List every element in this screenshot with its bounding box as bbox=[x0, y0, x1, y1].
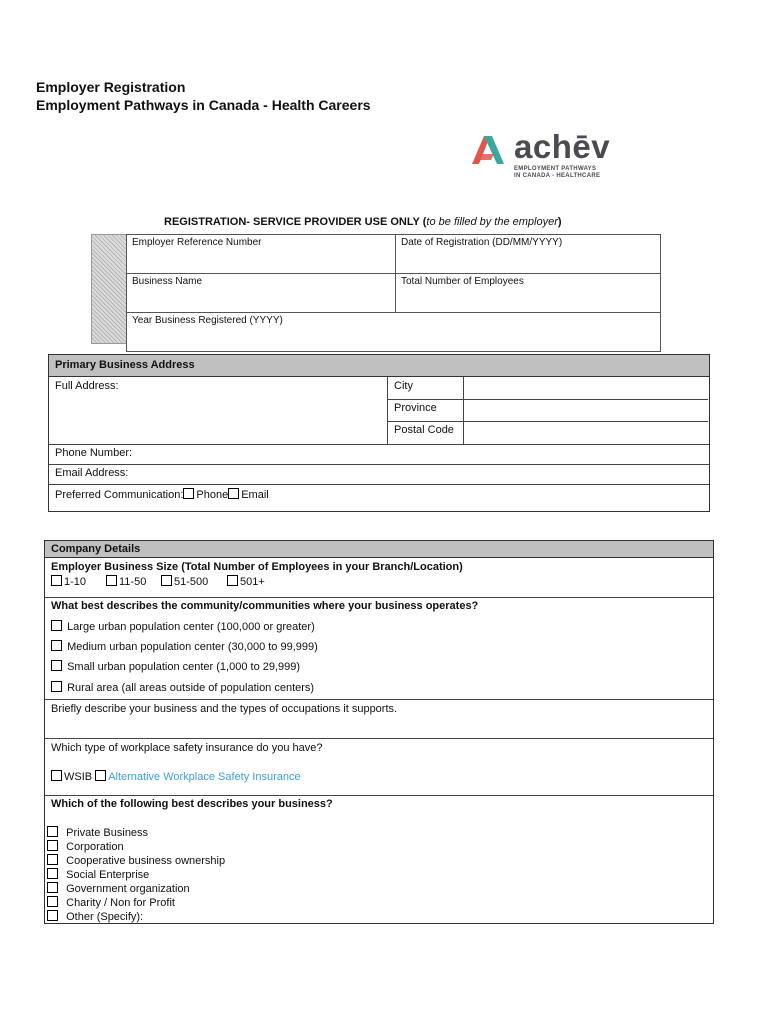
logo-mark-icon bbox=[470, 130, 514, 170]
phone-option-label: Phone bbox=[196, 489, 229, 501]
total-employees-label: Total Number of Employees bbox=[401, 276, 524, 287]
phone-checkbox[interactable] bbox=[183, 488, 194, 499]
business-type-option bbox=[47, 868, 149, 881]
city-label: City bbox=[394, 380, 413, 392]
total-employees-field[interactable] bbox=[396, 274, 661, 313]
email-checkbox[interactable] bbox=[228, 488, 239, 499]
company-details-section bbox=[44, 540, 714, 924]
business-size-label: Employer Business Size (Total Number of Employees in your Branch/Location) bbox=[51, 561, 463, 573]
achev-logo bbox=[470, 130, 615, 180]
company-rule-4 bbox=[45, 795, 713, 796]
community-rural-checkbox[interactable] bbox=[51, 681, 62, 692]
page-title bbox=[36, 78, 371, 114]
size-option-label: 501+ bbox=[240, 576, 265, 588]
address-rule-4 bbox=[49, 464, 709, 465]
year-registered-label: Year Business Registered (YYYY) bbox=[132, 315, 283, 326]
postal-code-label: Postal Code bbox=[394, 424, 454, 436]
logo-subtitle-line-1: EMPLOYMENT PATHWAYS bbox=[514, 166, 597, 172]
preferred-communication bbox=[55, 488, 269, 501]
community-large-checkbox[interactable] bbox=[51, 620, 62, 631]
logo-subtitle-line-2: IN CANADA - HEALTHCARE bbox=[514, 173, 601, 179]
community-option bbox=[51, 640, 318, 653]
registration-date-field[interactable] bbox=[396, 235, 661, 274]
size-1-10-checkbox[interactable] bbox=[51, 575, 62, 586]
company-details-heading: Company Details bbox=[45, 541, 713, 558]
registration-heading bbox=[164, 216, 562, 228]
registration-heading-close: ) bbox=[557, 216, 562, 228]
community-option bbox=[51, 660, 300, 673]
primary-address-section bbox=[48, 354, 710, 512]
email-label: Email Address: bbox=[55, 467, 129, 479]
business-type-option bbox=[47, 910, 143, 923]
business-type-label: Charity / Non for Profit bbox=[66, 897, 175, 909]
insurance-options bbox=[51, 770, 301, 783]
size-11-50-checkbox[interactable] bbox=[106, 575, 117, 586]
business-type-label: Corporation bbox=[66, 841, 124, 853]
describe-business-label: Briefly describe your business and the types of occupations it supports. bbox=[51, 703, 398, 715]
email-option-label: Email bbox=[241, 489, 269, 501]
logo-subtitle bbox=[514, 166, 600, 180]
size-option-label: 51-500 bbox=[174, 576, 209, 588]
other-checkbox[interactable] bbox=[47, 910, 58, 921]
full-address-input[interactable] bbox=[55, 393, 385, 443]
government-checkbox[interactable] bbox=[47, 882, 58, 893]
full-address-label: Full Address: bbox=[55, 380, 119, 392]
business-type-option bbox=[47, 882, 190, 895]
describe-business-input[interactable] bbox=[49, 717, 707, 737]
social-enterprise-checkbox[interactable] bbox=[47, 868, 58, 879]
title-line-2: Employment Pathways in Canada - Health Careers bbox=[36, 97, 371, 113]
cooperative-checkbox[interactable] bbox=[47, 854, 58, 865]
insurance-question: Which type of workplace safety insurance do you have? bbox=[51, 742, 323, 754]
business-name-label: Business Name bbox=[132, 276, 203, 287]
registration-date-label: Date of Registration (DD/MM/YYYY) bbox=[401, 237, 563, 248]
community-option bbox=[51, 681, 314, 694]
alt-insurance-link[interactable]: Alternative Workplace Safety Insurance bbox=[108, 771, 301, 783]
company-rule-2 bbox=[45, 699, 713, 700]
community-question: What best describes the community/communities where your business operates? bbox=[51, 600, 479, 612]
registration-table bbox=[126, 234, 661, 352]
address-divider-2 bbox=[463, 377, 464, 444]
size-option-label: 11-50 bbox=[119, 576, 147, 588]
address-rule-5 bbox=[49, 484, 709, 485]
business-type-question: Which of the following best describes your business? bbox=[51, 798, 333, 810]
province-input[interactable] bbox=[465, 400, 707, 420]
province-label: Province bbox=[394, 402, 437, 414]
size-51-500-checkbox[interactable] bbox=[161, 575, 172, 586]
wsib-label: WSIB bbox=[64, 771, 93, 783]
postal-code-input[interactable] bbox=[465, 422, 707, 443]
address-divider-1 bbox=[387, 377, 388, 444]
title-line-1: Employer Registration bbox=[36, 79, 186, 95]
community-option-label: Large urban population center (100,000 or greater) bbox=[67, 621, 315, 633]
address-heading: Primary Business Address bbox=[49, 355, 709, 377]
logo-wordmark: achēv bbox=[514, 128, 611, 165]
community-small-checkbox[interactable] bbox=[51, 660, 62, 671]
phone-label: Phone Number: bbox=[55, 447, 133, 459]
business-size-options bbox=[51, 575, 265, 588]
alt-insurance-checkbox[interactable] bbox=[95, 770, 106, 781]
business-type-option bbox=[47, 840, 124, 853]
address-rule-3 bbox=[49, 444, 709, 445]
business-type-label: Private Business bbox=[66, 827, 149, 839]
company-rule-1 bbox=[45, 597, 713, 598]
employer-reference-field[interactable] bbox=[127, 235, 396, 274]
business-type-label: Social Enterprise bbox=[66, 869, 150, 881]
city-input[interactable] bbox=[465, 378, 707, 398]
company-rule-3 bbox=[45, 738, 713, 739]
business-name-field[interactable] bbox=[127, 274, 396, 313]
corporation-checkbox[interactable] bbox=[47, 840, 58, 851]
private-business-checkbox[interactable] bbox=[47, 826, 58, 837]
business-type-label: Cooperative business ownership bbox=[66, 855, 226, 867]
size-option-label: 1-10 bbox=[64, 576, 87, 588]
community-medium-checkbox[interactable] bbox=[51, 640, 62, 651]
charity-checkbox[interactable] bbox=[47, 896, 58, 907]
employer-reference-label: Employer Reference Number bbox=[132, 237, 262, 248]
business-type-label: Other (Specify): bbox=[66, 911, 144, 923]
community-option-label: Small urban population center (1,000 to 29,999) bbox=[67, 661, 301, 673]
community-option bbox=[51, 620, 315, 633]
community-option-label: Medium urban population center (30,000 to 99,999) bbox=[67, 641, 318, 653]
size-501-plus-checkbox[interactable] bbox=[227, 575, 238, 586]
business-type-option bbox=[47, 826, 148, 839]
registration-heading-bold: REGISTRATION- SERVICE PROVIDER USE ONLY ( bbox=[164, 216, 427, 228]
wsib-checkbox[interactable] bbox=[51, 770, 62, 781]
business-type-option bbox=[47, 854, 225, 867]
year-registered-field[interactable] bbox=[127, 313, 661, 352]
hatched-margin bbox=[91, 234, 127, 344]
registration-heading-italic: to be filled by the employer bbox=[426, 216, 558, 228]
community-option-label: Rural area (all areas outside of population centers) bbox=[67, 682, 315, 694]
business-type-option bbox=[47, 896, 175, 909]
preferred-communication-label: Preferred Communication: bbox=[55, 489, 184, 501]
business-type-label: Government organization bbox=[66, 883, 190, 895]
